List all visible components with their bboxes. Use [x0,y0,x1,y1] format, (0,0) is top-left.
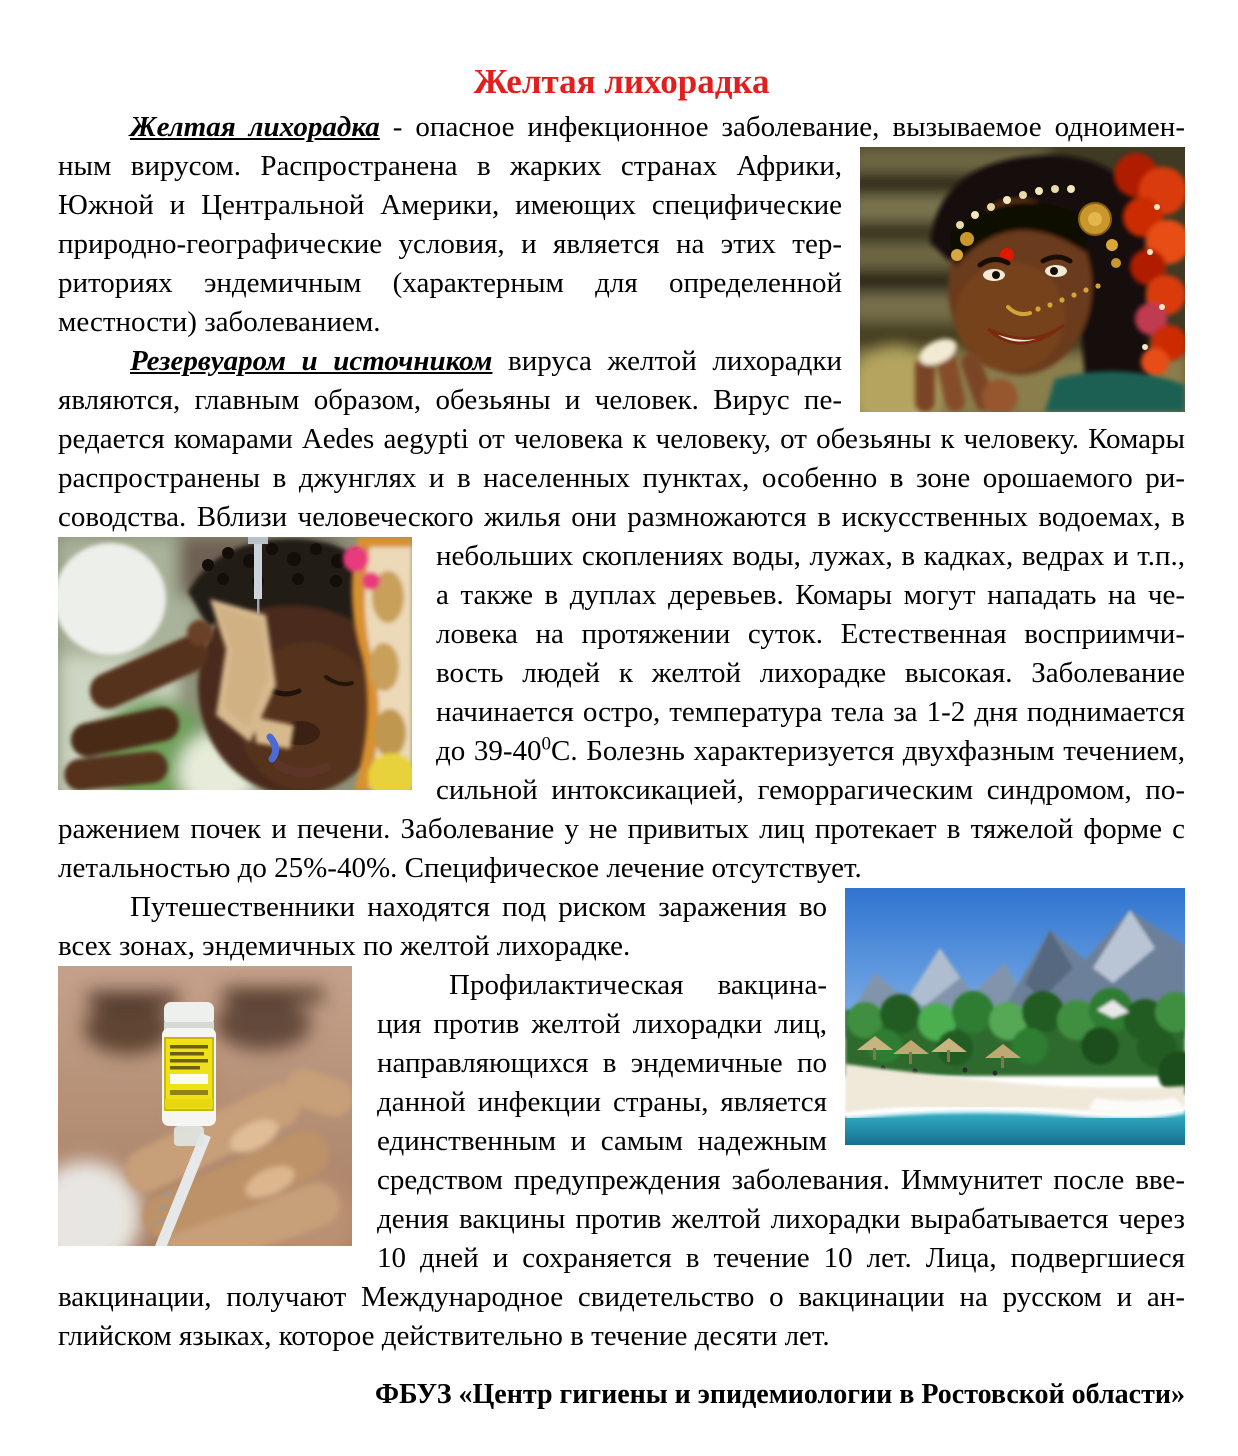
paragraph-travellers [58,888,1185,966]
vaccine-vial-photo [58,966,377,1246]
document-body [58,60,1185,1442]
beach-photo [827,888,1185,1145]
paragraph-reservoir-text-2: небольших скоплениях воды, лужах, в кадках, ведрах и т.п., а также в дуплах деревьев. Комары могут нападать на человека на протяжении суток. Естественная восприимчивость людей к желтой лихорадке высокая. Заболевание начинается остро, температура тела за 1-2 дня поднимается до 39-40 [436,540,1185,767]
term-yellow-fever: Желтая лихорадка [130,111,380,143]
paragraph-intro [58,108,1185,342]
child-treatment-photo [58,537,436,790]
paragraph-travellers-text: Путешественники находятся под риском заражения во всех зонах, эндемичных по желтой лихорадке. [58,891,827,962]
paragraph-vaccination-text: Профилактическая вакцинация против желтой лихорадки лиц, направляющихся в эндемичные по данной инфекции страны, является единственным и самым надежным средством предупреждения заболевания. Иммунитет после введения вакцины против желтой лихорадки вырабатывается через 10 дней и сохраняется в течение 10 лет. Лица, подвергшиеся вакцинации, получают Международное свидетельство о вакцинации на русском и английском языках, которое действительно в течение десяти лет. [58,969,1185,1352]
degree-superscript: 0 [541,733,552,755]
paragraph-intro-text-2: ным вирусом. Распространена в жарких странах Африки, Южной и Центральной Америки, имеющих специфические природно-географические условия, и является на этих территориях эндемичным (характерным для определенной местности) заболеванием. [58,150,842,338]
paragraph-reservoir [58,342,1185,888]
paragraph-reservoir-text-3: С. Болезнь характеризуется двухфазным течением, сильной интоксикацией, геморрагическим синдромом, поражением почек и печени. Заболевание у не привитых лиц протекает в тяжелой форме с летальностью до 25%-40%. Специфическое лечение отсутствует. [58,735,1185,884]
page-title: Желтая лихорадка [473,62,770,101]
woman-portrait-photo [842,147,1185,412]
paragraph-reservoir-text-1: вируса желтой лихорадки являются, главным образом, обезьяны и человек. Вирус передается комарами Aedes aegypti от человека к человеку, от обезьяны к человеку. Комары распространены в джунглях и в населенных пунктах, особенно в зоне орошаемого рисоводства. Вблизи человеческого жилья они размножаются в искусственных водоемах, в [58,345,1185,533]
footer-organization: ФБУЗ «Центр гигиены и эпидемиологии в Ростовской области» [374,1379,1185,1410]
term-reservoir-source: Резервуаром и источником [130,345,493,377]
paragraph-intro-text-1: - опасное инфекционное заболевание, вызываемое одноимен- [379,111,1185,143]
